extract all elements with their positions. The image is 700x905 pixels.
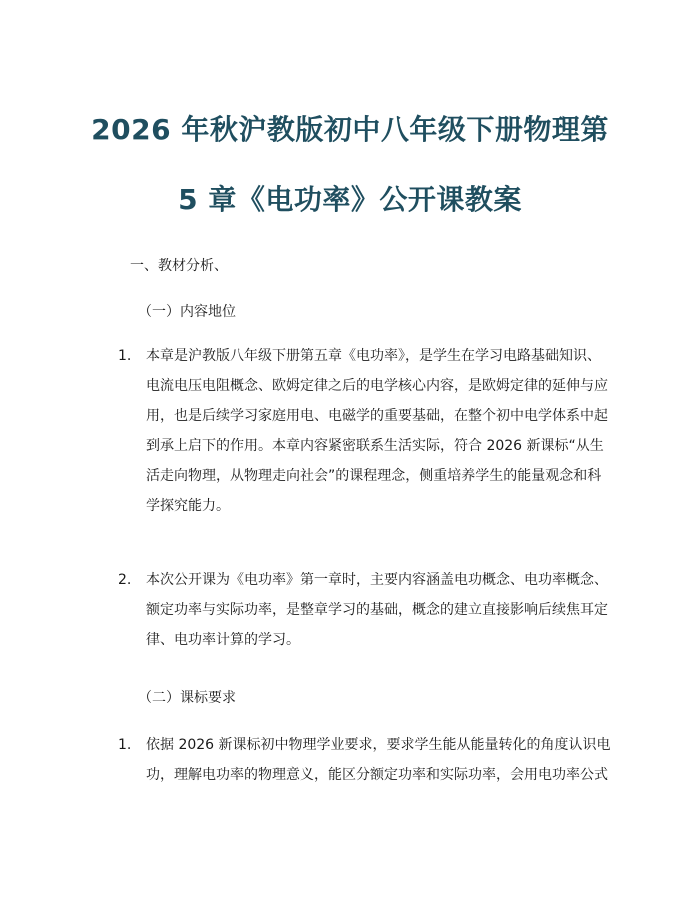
list-item-number: 1.: [118, 348, 132, 364]
paragraph-line: 学探究能力。: [146, 498, 230, 514]
list-item: [118, 565, 618, 655]
list-item: [118, 341, 618, 521]
paragraph-line: 功，理解电功率的物理意义，能区分额定功率和实际功率，会用电功率公式: [146, 767, 608, 783]
list-item: [118, 730, 618, 790]
section-heading-textbook-analysis: 一、教材分析、: [130, 258, 228, 274]
paragraph-line: 律、电功率计算的学习。: [146, 632, 300, 648]
document-title-line-2: 5 章《电功率》公开课教案: [178, 183, 522, 216]
paragraph-line: 本章是沪教版八年级下册第五章《电功率》，是学生在学习电路基础知识、: [146, 348, 601, 364]
paragraph-line: 活走向物理，从物理走向社会”的课程理念，侧重培养学生的能量观念和科: [146, 468, 602, 484]
subsection-heading-content-position: （一）内容地位: [138, 304, 236, 320]
list-item-number: 1.: [118, 737, 132, 753]
paragraph-line: 额定功率与实际功率，是整章学习的基础，概念的建立直接影响后续焦耳定: [146, 602, 608, 618]
paragraph-line: 用，也是后续学习家庭用电、电磁学的重要基础，在整个初中电学体系中起: [146, 408, 608, 424]
paragraph-line: 本次公开课为《电功率》第一章时，主要内容涵盖电功概念、电功率概念、: [146, 572, 608, 588]
paragraph-line: 电流电压电阻概念、欧姆定律之后的电学核心内容，是欧姆定律的延伸与应: [146, 378, 608, 394]
paragraph-line: 到承上启下的作用。本章内容紧密联系生活实际，符合 2026 新课标“从生: [146, 438, 604, 454]
paragraph-line: 依据 2026 新课标初中物理学业要求，要求学生能从能量转化的角度认识电: [146, 737, 611, 753]
subsection-heading-curriculum-requirements: （二）课标要求: [138, 690, 236, 706]
list-item-number: 2.: [118, 572, 132, 588]
document-title-line-1: 2026 年秋沪教版初中八年级下册物理第: [91, 113, 609, 146]
